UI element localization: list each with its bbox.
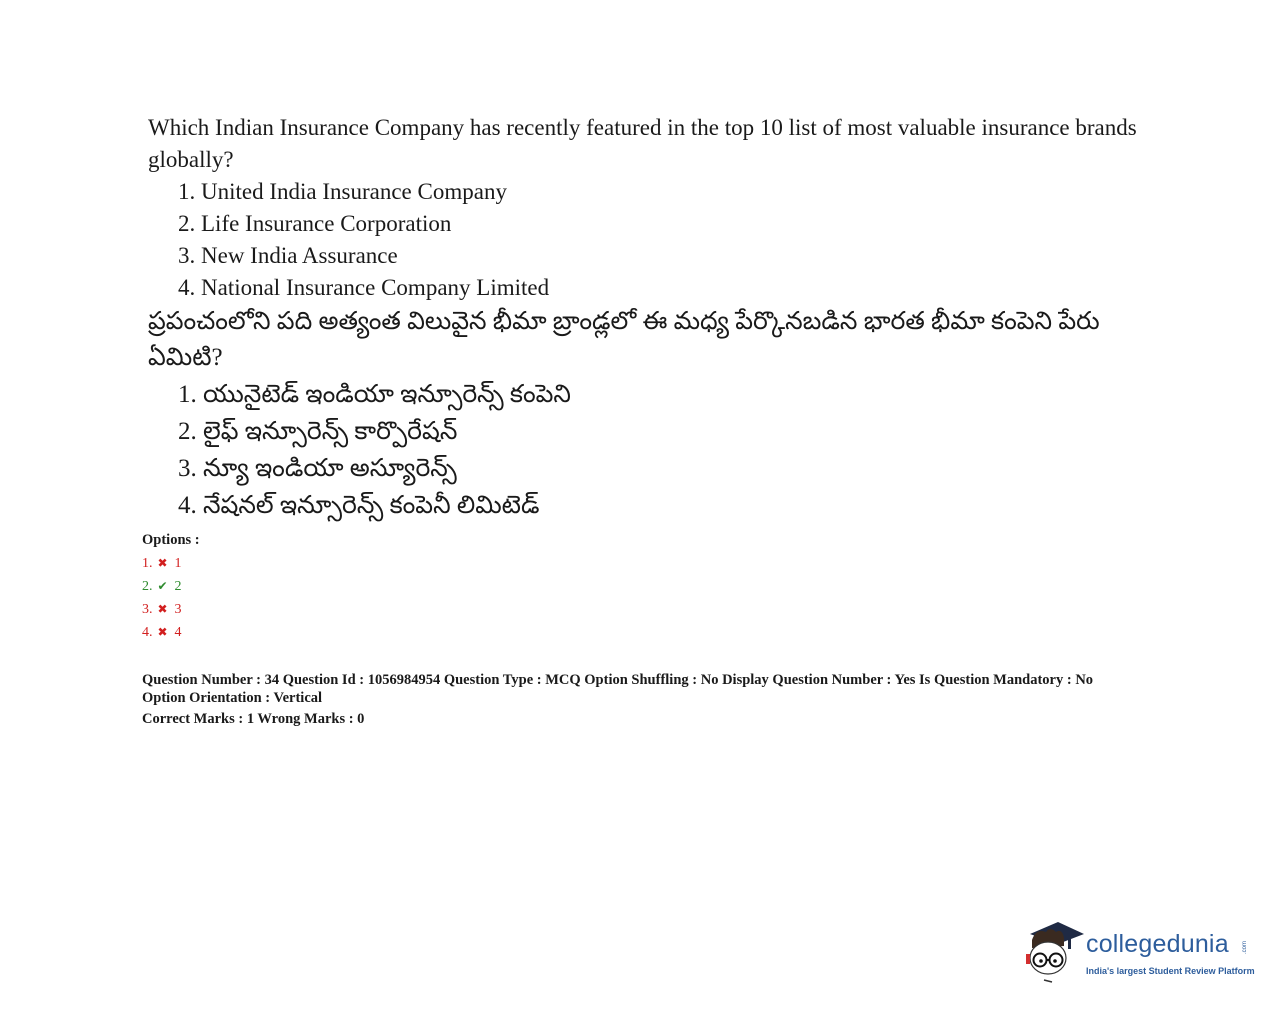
mascot-logo-icon (1024, 918, 1086, 988)
option-text: Life Insurance Corporation (201, 211, 452, 236)
list-item (178, 240, 1148, 272)
cross-icon: ✖ (157, 556, 168, 570)
question-metadata (142, 671, 1182, 728)
answer-choice (142, 598, 542, 621)
question-text-telugu: ప్రపంచంలోని పది అత్యంత విలువైన భీమా బ్రాండ్లలో ఈ మధ్య పేర్కొనబడిన భారత భీమా కంపెని పేరు ఏమిటి? (148, 308, 1100, 371)
telugu-option-list (148, 376, 1148, 524)
options-heading: Options : (142, 532, 200, 548)
choice-number: 2. (142, 579, 153, 594)
list-item (178, 450, 1148, 487)
option-text: యునైటెడ్ ఇండియా ఇన్సూరెన్స్ కంపెని (203, 381, 571, 408)
option-number: 3. (178, 243, 196, 268)
cross-icon: ✖ (157, 625, 168, 639)
option-number: 1. (178, 381, 197, 408)
choice-number: 4. (142, 625, 153, 640)
list-item (178, 376, 1148, 413)
list-item (178, 176, 1148, 208)
choice-value: 2 (174, 579, 182, 594)
answer-choice (142, 552, 542, 575)
option-text: లైఫ్ ఇన్సూరెన్స్ కార్పొరేషన్ (203, 418, 458, 445)
option-text: న్యూ ఇండియా అస్యూరెన్స్ (203, 455, 457, 482)
choice-value: 1 (174, 556, 182, 571)
brand-tagline: India's largest Student Review Platform (1086, 966, 1255, 976)
answer-choice (142, 575, 542, 598)
metadata-line: Question Number : 34 Question Id : 1056984954 Question Type : MCQ Option Shuffling : No Display Question Number : Yes Is Question Mandatory : No (142, 672, 1094, 688)
cross-icon: ✖ (157, 602, 168, 616)
question-block (148, 112, 1148, 524)
answer-choice (142, 621, 542, 644)
option-text: New India Assurance (201, 243, 398, 268)
brand-suffix: .com (1242, 941, 1248, 955)
question-text-english: Which Indian Insurance Company has recently featured in the top 10 list of most valuable insurance brands globally? (148, 115, 1137, 172)
option-number: 2. (178, 418, 197, 445)
choice-value: 3 (174, 602, 182, 617)
list-item (178, 272, 1148, 304)
marks-line: Correct Marks : 1 Wrong Marks : 0 (142, 711, 365, 727)
choice-number: 1. (142, 556, 153, 571)
option-text: National Insurance Company Limited (201, 275, 550, 300)
choice-number: 3. (142, 602, 153, 617)
check-icon: ✔ (157, 579, 168, 593)
list-item (178, 208, 1148, 240)
option-number: 3. (178, 455, 197, 482)
option-number: 2. (178, 211, 196, 236)
brand-watermark (1024, 918, 1264, 990)
option-text: నేషనల్ ఇన్సూరెన్స్ కంపెనీ లిమిటెడ్ (203, 492, 540, 519)
list-item (178, 413, 1148, 450)
option-number: 1. (178, 179, 196, 204)
list-item (178, 487, 1148, 524)
option-number: 4. (178, 275, 196, 300)
metadata-line: Option Orientation : Vertical (142, 690, 323, 706)
english-option-list (148, 176, 1148, 304)
choice-value: 4 (174, 625, 182, 640)
brand-name: collegedunia (1086, 930, 1229, 958)
answer-options (142, 530, 542, 644)
option-text: United India Insurance Company (201, 179, 507, 204)
option-number: 4. (178, 492, 197, 519)
